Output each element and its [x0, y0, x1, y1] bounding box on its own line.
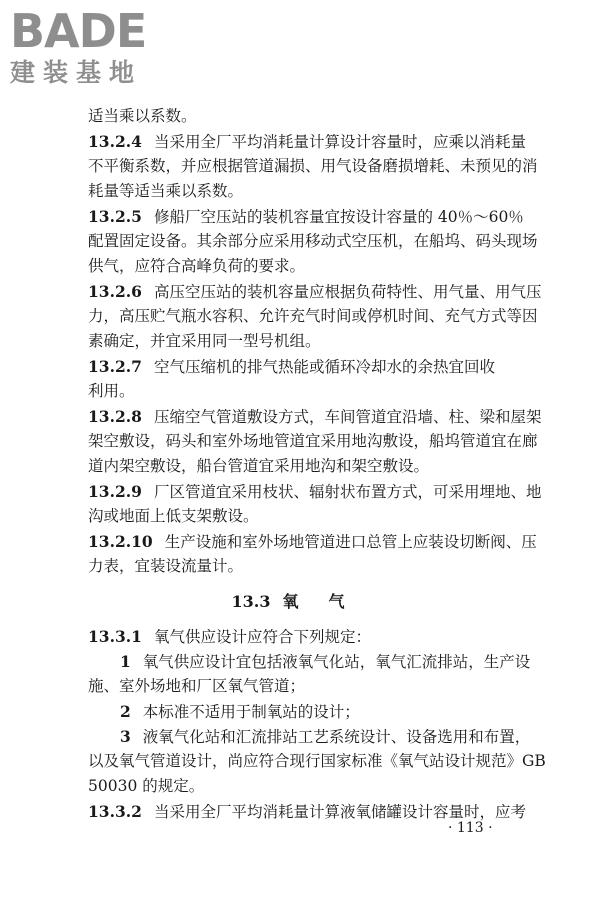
clause-text: 耗量等适当乘以系数。	[88, 182, 244, 200]
text-line	[88, 554, 518, 579]
text-line	[88, 154, 538, 179]
clause-text: 沟或地面上低支架敷设。	[88, 507, 259, 525]
section-13-2-text	[88, 104, 542, 579]
text-line	[88, 504, 518, 529]
clause-text: 施、室外场地和厂区氧气管道；	[88, 677, 306, 695]
clause-text: 当采用全厂平均消耗量计算液氧储罐设计容量时，应考	[153, 803, 526, 821]
text-line	[88, 204, 524, 229]
clause-text: 架空敷设，码头和室外场地管道宜采用地沟敷设，船坞管道宜在廊	[88, 432, 538, 450]
text-line	[88, 699, 518, 724]
text-line	[88, 229, 538, 254]
clause-text: 利用。	[88, 382, 135, 400]
clause-text: 不平衡系数，并应根据管道漏损、用气设备磨损增耗、未预见的消	[88, 157, 538, 175]
clause-number: 1	[120, 652, 131, 671]
section-heading	[88, 589, 518, 614]
clause-text: 素确定，并宜采用同一型号机组。	[88, 332, 321, 350]
clause-number: 13.2.7	[88, 357, 142, 376]
text-line	[88, 529, 537, 554]
clause-text: 力，高压贮气瓶水容积、允许充气时间或停机时间、充气方式等因	[88, 307, 538, 325]
text-line	[88, 624, 518, 649]
clause-text: 修船厂空压站的装机容量宜按设计容量的 40％～60％	[153, 208, 524, 226]
section-name: 氧气	[282, 592, 375, 611]
clause-text: 当采用全厂平均消耗量计算设计容量时，应乘以消耗量	[153, 133, 526, 151]
text-line	[88, 379, 518, 404]
text-line	[88, 454, 518, 479]
text-line	[88, 724, 531, 749]
clause-text: 厂区管道宜采用枝状、辐射状布置方式，可采用埋地、地	[153, 483, 542, 501]
text-line	[88, 179, 518, 204]
clause-text: 以及氧气管道设计，尚应符合现行国家标准《氧气站设计规范》GB	[88, 752, 546, 770]
clause-text: 适当乘以系数。	[88, 107, 197, 125]
section-number: 13.3	[231, 592, 271, 611]
clause-text: 氧气供应设计应符合下列规定：	[153, 628, 371, 646]
text-line	[88, 279, 542, 304]
clause-text: 50030 的规定。	[88, 777, 205, 795]
clause-text: 道内架空敷设，船台管道宜采用地沟和架空敷设。	[88, 457, 430, 475]
clause-number: 13.3.2	[88, 802, 142, 821]
clause-text: 空气压缩机的排气热能或循环冷却水的余热宜回收	[153, 358, 495, 376]
clause-text: 生产设施和室外场地管道进口总管上应装设切断阀、压	[164, 533, 537, 551]
clause-number: 3	[120, 727, 131, 746]
text-line	[88, 354, 518, 379]
text-line	[88, 774, 518, 799]
logo	[10, 6, 180, 88]
text-line	[88, 104, 518, 129]
clause-number: 13.2.6	[88, 282, 142, 301]
clause-text: 压缩空气管道敷设方式，车间管道宜沿墙、柱、梁和屋架	[153, 408, 542, 426]
clause-text: 液氧气化站和汇流排站工艺系统设计、设备选用和布置，	[142, 728, 531, 746]
section-13-3-text	[88, 624, 546, 824]
page-number: · 113 ·	[448, 820, 493, 836]
clause-number: 13.3.1	[88, 627, 142, 646]
clause-number: 13.2.4	[88, 132, 142, 151]
text-line	[88, 649, 531, 674]
clause-number: 13.2.9	[88, 482, 142, 501]
text-line	[88, 129, 526, 154]
text-line	[88, 254, 518, 279]
clause-text: 供气，应符合高峰负荷的要求。	[88, 257, 306, 275]
logo-brand: BADE	[10, 4, 147, 58]
document-body	[88, 104, 546, 824]
clause-number: 13.2.5	[88, 207, 142, 226]
clause-text: 力表，宜装设流量计。	[88, 557, 244, 575]
clause-text: 本标准不适用于制氧站的设计；	[142, 703, 360, 721]
clause-number: 13.2.10	[88, 532, 153, 551]
text-line	[88, 749, 546, 774]
clause-text: 高压空压站的装机容量应根据负荷特性、用气量、用气压	[153, 283, 542, 301]
text-line	[88, 674, 518, 699]
clause-number: 13.2.8	[88, 407, 142, 426]
text-line	[88, 404, 542, 429]
clause-number: 2	[120, 702, 131, 721]
clause-text: 氧气供应设计宜包括液氧气化站，氧气汇流排站，生产设	[142, 653, 531, 671]
text-line	[88, 304, 538, 329]
text-line	[88, 479, 542, 504]
clause-text: 配置固定设备。其余部分应采用移动式空压机，在船坞、码头现场	[88, 232, 538, 250]
logo-subtitle: 建装基地	[10, 58, 143, 87]
text-line	[88, 429, 538, 454]
text-line	[88, 329, 518, 354]
